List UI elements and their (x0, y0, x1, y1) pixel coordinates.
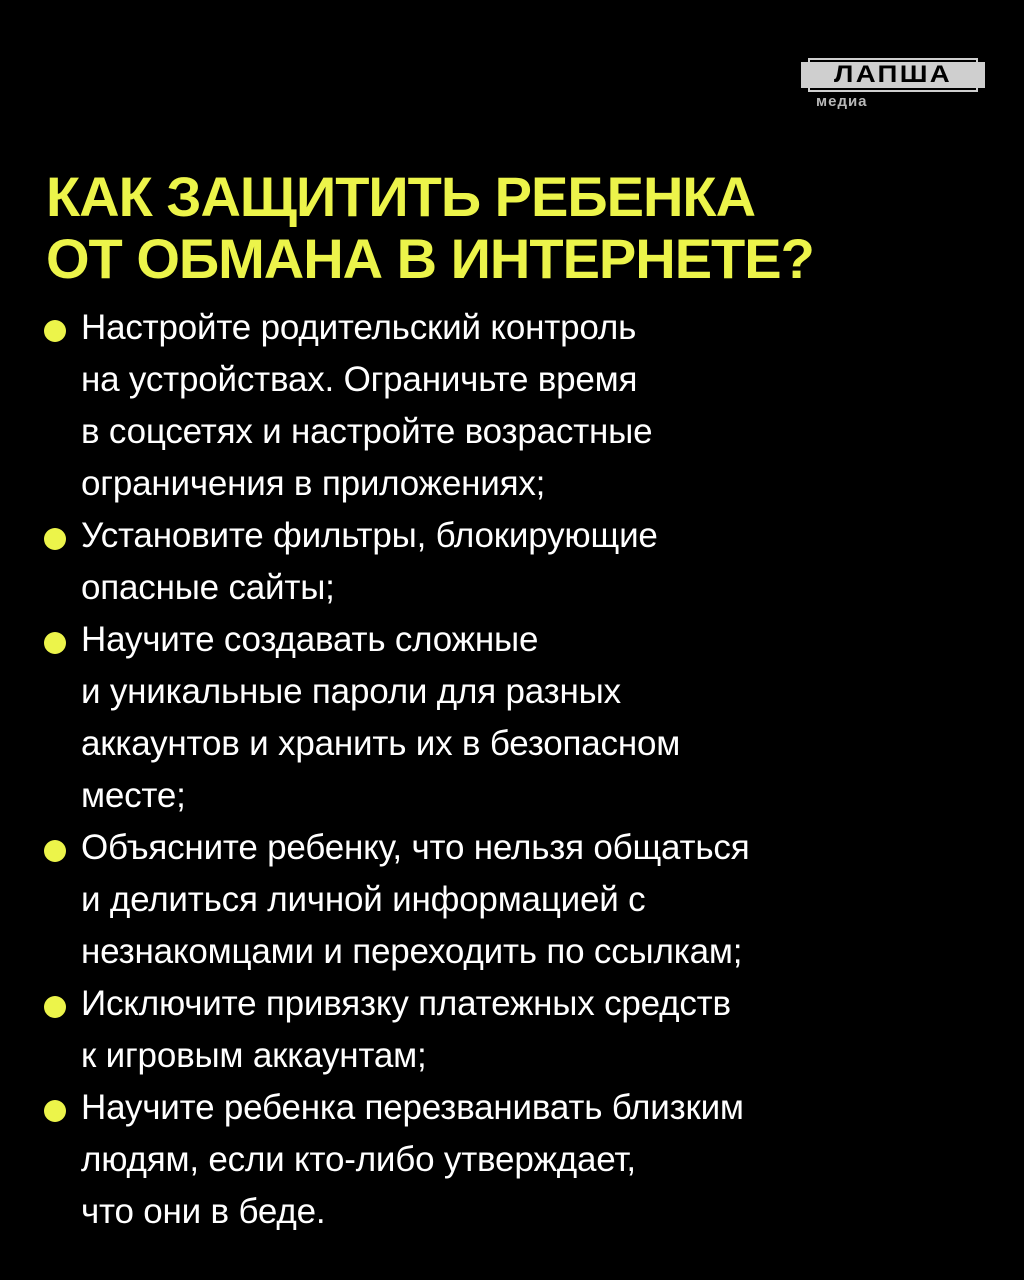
tip-text-line: людям, если кто-либо утверждает, (81, 1140, 636, 1179)
brand-name: ЛАПША (801, 62, 985, 88)
tip-text-line: к игровым аккаунтам; (81, 1036, 427, 1075)
tip-text-line: ограничения в приложениях; (81, 464, 546, 503)
bullet-dot-icon (44, 320, 66, 342)
tip-item-passwords (44, 614, 1004, 822)
bullet-dot-icon (44, 840, 66, 862)
bullet-dot-icon (44, 996, 66, 1018)
tip-text-line: Научите создавать сложные (81, 620, 539, 659)
bullet-dot-icon (44, 632, 66, 654)
tip-text-line: аккаунтов и хранить их в безопасном (81, 724, 681, 763)
title-line-2: ОТ ОБМАНА В ИНТЕРНЕТЕ? (46, 227, 814, 290)
tip-text-line: Настройте родительский контроль (81, 308, 637, 347)
tip-item-strangers (44, 822, 1004, 978)
tip-item-filters (44, 510, 1004, 614)
tip-item-parental-control (44, 302, 1004, 510)
tip-text-line: опасные сайты; (81, 568, 335, 607)
brand-subtitle: медиа (816, 93, 868, 110)
tip-item-call-back (44, 1082, 1004, 1238)
tip-text-line: в соцсетях и настройте возрастные (81, 412, 653, 451)
tip-text-line: Установите фильтры, блокирующие (81, 516, 658, 555)
tip-text-line: и делиться личной информацией с (81, 880, 646, 919)
tip-text-line: Объясните ребенку, что нельзя общаться (81, 828, 750, 867)
tip-text-line: месте; (81, 776, 186, 815)
tips-list (44, 302, 1004, 1238)
tip-item-payments (44, 978, 1004, 1082)
tip-text-line: на устройствах. Ограничьте время (81, 360, 638, 399)
tip-text-line: незнакомцами и переходить по ссылкам; (81, 932, 743, 971)
brand-logo-box (808, 58, 978, 92)
bullet-dot-icon (44, 528, 66, 550)
title-line-1: КАК ЗАЩИТИТЬ РЕБЕНКА (46, 165, 756, 228)
brand-logo (808, 58, 978, 110)
page-title (46, 166, 1006, 290)
tip-text-line: Исключите привязку платежных средств (81, 984, 731, 1023)
tip-text-line: и уникальные пароли для разных (81, 672, 621, 711)
tip-text-line: Научите ребенка перезванивать близким (81, 1088, 744, 1127)
bullet-dot-icon (44, 1100, 66, 1122)
tip-text-line: что они в беде. (81, 1192, 326, 1231)
